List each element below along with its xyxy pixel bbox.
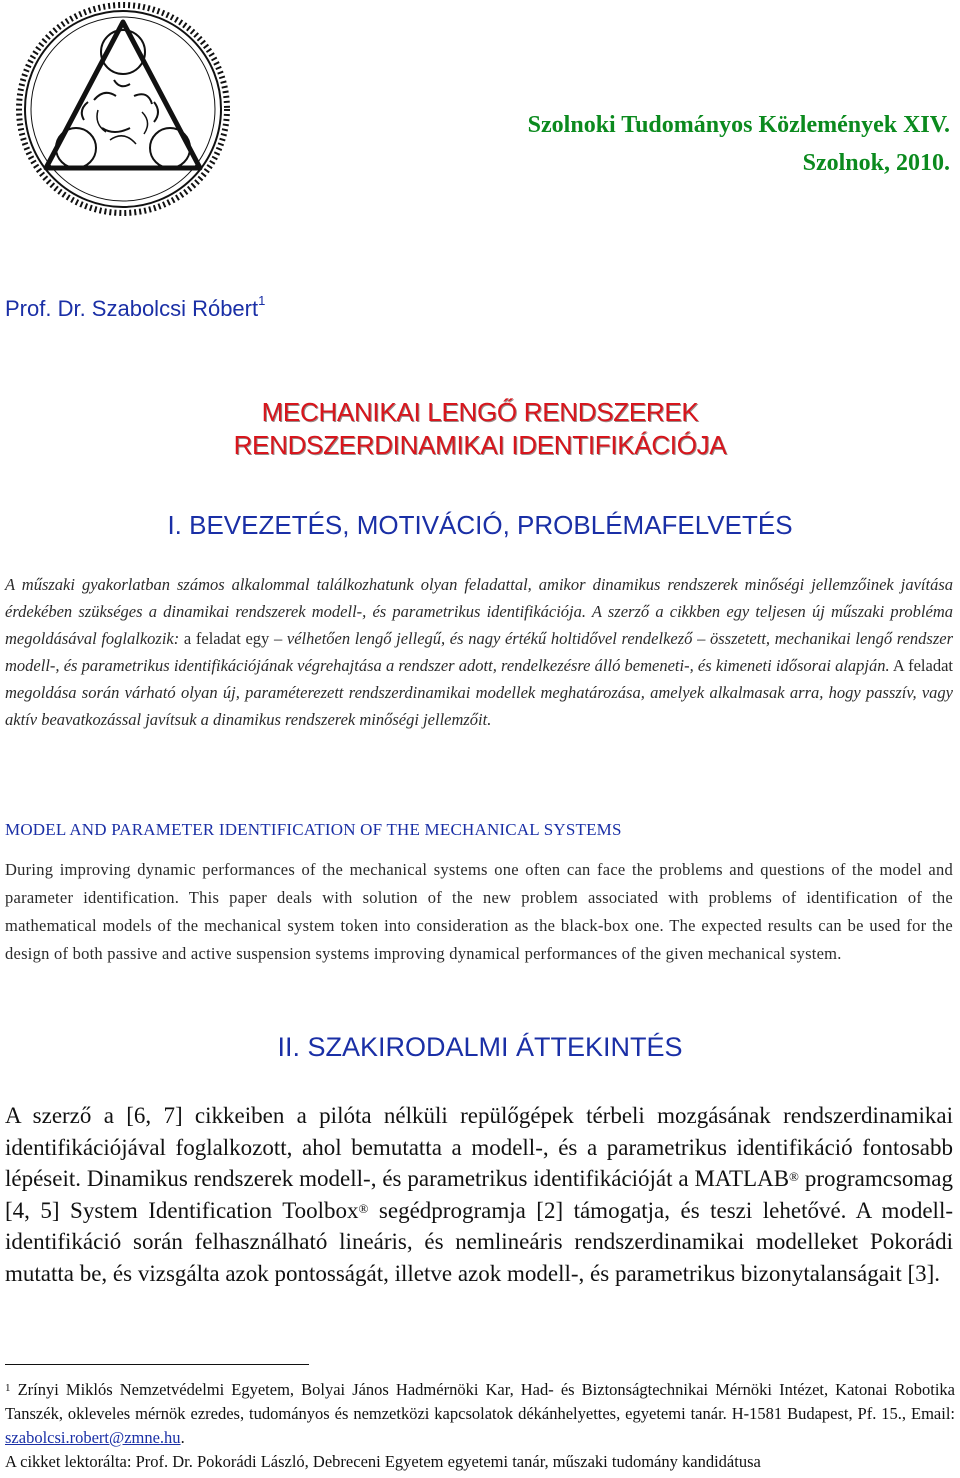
journal-header: [528, 106, 950, 182]
footnote-mark: 1: [5, 1382, 11, 1394]
abstract-hu-part-3: – vélhetően lengő jellegű, és nagy értékű holtidővel rendelkező – összetett, mechanikai lengő rendszer modell-, és parametrikus identifikációjának végrehajtása a rendszer adott, rendelkezésre álló bemeneti-, és kimeneti idősorai alapján.: [5, 629, 953, 675]
english-title: MODEL AND PARAMETER IDENTIFICATION OF THE MECHANICAL SYSTEMS: [5, 820, 622, 839]
title-line-1: MECHANIKAI LENGŐ RENDSZEREK: [261, 397, 699, 427]
footnote-divider: [5, 1364, 309, 1365]
title-line-2: RENDSZERDINAMIKAI IDENTIFIKÁCIÓJA: [233, 430, 727, 460]
body-part-1: A szerző a [6, 7] cikkeiben a pilóta nélküli repülőgépek térbeli mozgásának rendszerdinamikai identifikációjával foglalkozott, ahol bemutatta a modell-, és a parametrikus identifikáció fontosabb lépéseit. Dinamikus rendszerek modell-, és parametrikus identifikációját a MATLAB: [5, 1103, 953, 1191]
abstract-hu-part-4: A feladat: [889, 656, 953, 675]
paper-title: [0, 396, 960, 462]
registered-mark-2: ®: [358, 1200, 369, 1216]
body-part-3: segédprogramja [2] támogatja, és teszi lehetővé. A modell-identifikáció során felhasználható lineáris, és nemlineáris rendszerdinamikai modelleket Pokorádi mutatta be, és vizsgálta azok pontosságát, illetve azok modell-, és parametrikus bizonytalanságait [3].: [5, 1197, 953, 1286]
journal-place-year: Szolnok, 2010.: [802, 150, 950, 176]
english-abstract: During improving dynamic performances of the mechanical systems one often can face the problems and questions of the model and parameter identification. This paper deals with solution of the new problem associated with problems of identification of the mathematical models of the mechanical system token into consideration as the black-box one. The expected results can be used for the design of both passive and active suspension systems improving dynamical performances of the given mechanical system.: [5, 860, 953, 963]
footnote-end: .: [180, 1428, 185, 1447]
author-name: Prof. Dr. Szabolcsi Róbert: [5, 296, 259, 321]
section-2-heading: II. SZAKIRODALMI ÁTTEKINTÉS: [277, 1032, 683, 1062]
author: [5, 293, 266, 322]
abstract-hu-part-1: A műszaki gyakorlatban számos alkalommal találkozhatunk olyan feladattal, amikor dinamikus rendszerek minőségi jellemzőinek javítása érdekében szükséges a dinamikai rendszerek modell-, és parametrikus identifikációja. A szerző a cikkben egy teljesen új műszaki probléma megoldásával foglalkozik:: [5, 575, 953, 648]
hungarian-abstract: [5, 571, 953, 733]
author-footnote-mark: 1: [258, 293, 266, 308]
journal-logo: [14, 0, 232, 218]
footnote: [5, 1378, 955, 1474]
body-part-2: programcsomag [4, 5] System Identification Toolbox: [5, 1166, 953, 1223]
registered-mark-1: ®: [789, 1169, 799, 1184]
journal-name: Szolnoki Tudományos Közlemények XIV.: [527, 112, 950, 138]
abstract-hu-part-5: megoldása során várható olyan új, paraméterezett rendszerdinamikai modellek meghatározása, amelyek alkalmasak arra, hogy passzív, vagy aktív beavatkozással javítsuk a dinamikus rendszerek minőségi jellemzőit.: [5, 683, 953, 729]
section-1-heading: I. BEVEZETÉS, MOTIVÁCIÓ, PROBLÉMAFELVETÉS: [167, 510, 793, 540]
email-link[interactable]: szabolcsi.robert@zmne.hu: [5, 1428, 181, 1447]
body-paragraph: [5, 1100, 953, 1289]
affiliation-footnote: [5, 1378, 955, 1450]
reviewer-line: A cikket lektorálta: Prof. Dr. Pokorádi László, Debreceni Egyetem egyetemi tanár, műszaki tudomány kandidátusa: [5, 1452, 761, 1471]
footnote-text: Zrínyi Miklós Nemzetvédelmi Egyetem, Bolyai János Hadmérnöki Kar, Had- és Biztonságtechnikai Mérnöki Intézet, Katonai Robotika Tanszék, okleveles mérnök ezredes, tudományos és nemzetközi kapcsolatok dékánhelyettes, egyetemi tanár. H-1581 Budapest, Pf. 15., Email:: [5, 1380, 955, 1423]
abstract-hu-part-2: a feladat egy: [179, 629, 274, 648]
